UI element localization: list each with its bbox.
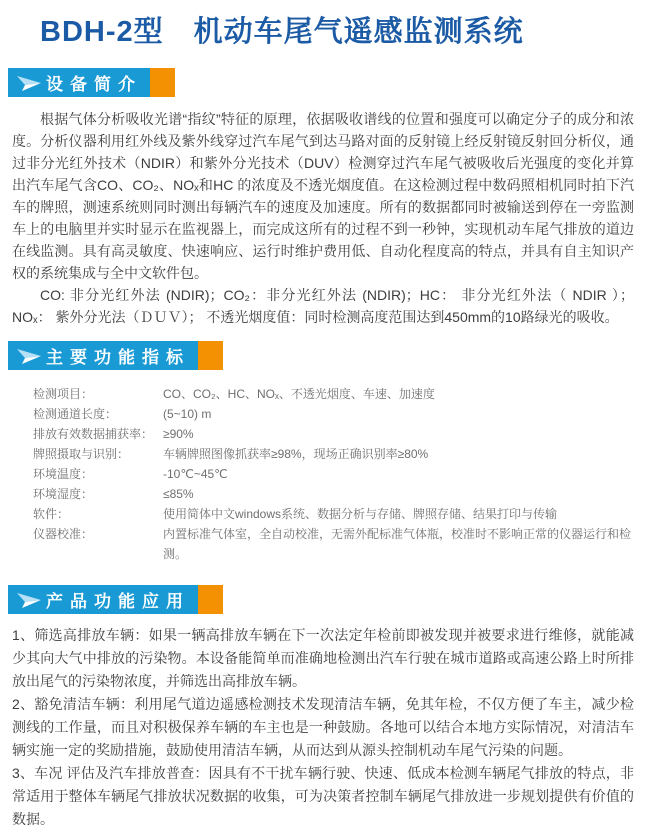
- spec-label: 仪器校准：: [33, 527, 94, 541]
- orange-accent-block: [198, 585, 223, 614]
- spec-row: [33, 504, 634, 524]
- section-header-device-intro: [8, 68, 646, 97]
- spec-value: CO、CO₂、HC、NOₓ、不透光烟度、车速、加速度: [163, 387, 435, 401]
- application-item: 3、车况 评估及汽车排放普查：因具有不干扰车辆行驶、快速、低成本检测车辆尾气排放的特点，非常适用于整体车辆尾气排放状况数据的收集，可为决策者控制车辆尾气排放进一步规划提供有价值的数据。: [12, 765, 634, 827]
- spec-row: [33, 464, 634, 484]
- application-item: 1、筛选高排放车辆：如果一辆高排放车辆在下一次法定年检前即被发现并被要求进行维修，就能减少其向大气中排放的污染物。本设备能简单而准确地检测出汽车行驶在城市道路或高速公路上时所排放出尾气的污染物浓度，并筛选出高排放车辆。: [12, 627, 634, 689]
- spec-label: 环境湿度：: [33, 487, 94, 501]
- arrow-icon: [16, 346, 42, 366]
- methods-paragraph: CO: 非分光红外法 (NDIR)；CO₂：非分光红外法 (NDIR)；HC： 非分光红外法（ NDIR ）；NOₓ： 紫外分光法（ＤＵＶ）； 不透光烟度值：同时检测高度范围达到450mm的10路绿光的吸收。: [12, 287, 634, 325]
- spec-label: 软件：: [33, 507, 70, 521]
- intro-paragraph: 根据气体分析吸收光谱“指纹”特征的原理，依据吸收谱线的位置和强度可以确定分子的成分和浓度。分析仪器利用红外线及紫外线穿过汽车尾气到达马路对面的反射镜上经反射镜反射回分析仪，通过非分光红外技术（NDIR）和紫外分光技术（DUV）检测穿过汽车尾气被吸收后光强度的变化并算出汽车尾气含CO、CO₂、NOₓ和HC 的浓度及不透光烟度值。在这检测过程中数码照相机同时拍下汽车的牌照，测速系统则同时测出每辆汽车的速度及加速度。所有的数据都同时被输送到停在一旁监测车上的电脑里并实时显示在监视器上，而完成这所有的过程不到一秒钟，实现机动车尾气排放的道边在线监测。具有高灵敏度、快速响应、运行时维护费用低、自动化程度高的特点，并具有自主知识产权的系统集成与全中文软件包。: [12, 111, 634, 281]
- spec-label: 环境温度：: [33, 467, 94, 481]
- spec-label: 检测通道长度：: [33, 407, 118, 421]
- section-device-intro: [0, 108, 646, 328]
- section-header-product-applications: [8, 585, 646, 614]
- spec-value: 车辆牌照图像抓获率≥98%，现场正确识别率≥80%: [163, 447, 429, 461]
- arrow-icon: [16, 590, 42, 610]
- section-header-bar: [8, 341, 198, 370]
- spec-row: [33, 484, 634, 504]
- spec-value: ≥90%: [163, 427, 194, 441]
- spec-row: [33, 384, 634, 404]
- section-heading-label: 设备简介: [46, 75, 142, 94]
- spec-row: [33, 424, 634, 444]
- spec-label: 检测项目：: [33, 387, 94, 401]
- page-title: BDH-2型 机动车尾气遥感监测系统: [40, 16, 524, 48]
- spec-value: (5~10) m: [163, 407, 212, 421]
- spec-value: -10℃~45℃: [163, 467, 228, 481]
- spec-label: 牌照摄取与识别：: [33, 447, 130, 461]
- spec-label: 排放有效数据捕获率：: [33, 427, 154, 441]
- application-list: [0, 624, 646, 831]
- spec-value: 内置标准气体室，全自动校准，无需外配标准气体瓶，校准时不影响正常的仪器运行和检测。: [163, 527, 632, 561]
- section-header-bar: [8, 68, 150, 97]
- orange-accent-block: [150, 68, 175, 97]
- arrow-icon: [16, 73, 42, 93]
- spec-row: [33, 524, 634, 564]
- application-item: 2、豁免清洁车辆：利用尾气道边遥感检测技术发现清洁车辆，免其年检，不仅方便了车主，减少检测线的工作量，而且对积极保养车辆的车主也是一种鼓励。各地可以结合本地方实际情况，对清洁车辆实施一定的奖励措施，鼓励使用清洁车辆，从而达到从源头控制机动车尾气污染的问题。: [12, 696, 634, 758]
- spec-row: [33, 444, 634, 464]
- section-heading-label: 主要功能指标: [46, 348, 190, 367]
- spec-row: [33, 404, 634, 424]
- section-header-bar: [8, 585, 198, 614]
- spec-value: 使用简体中文windows系统、数据分析与存储、牌照存储、结果打印与传输: [163, 507, 558, 521]
- section-header-main-specs: [8, 341, 646, 370]
- section-heading-label: 产品功能应用: [46, 592, 190, 611]
- spec-table: [33, 384, 634, 564]
- orange-accent-block: [198, 341, 223, 370]
- spec-value: ≤85%: [163, 487, 194, 501]
